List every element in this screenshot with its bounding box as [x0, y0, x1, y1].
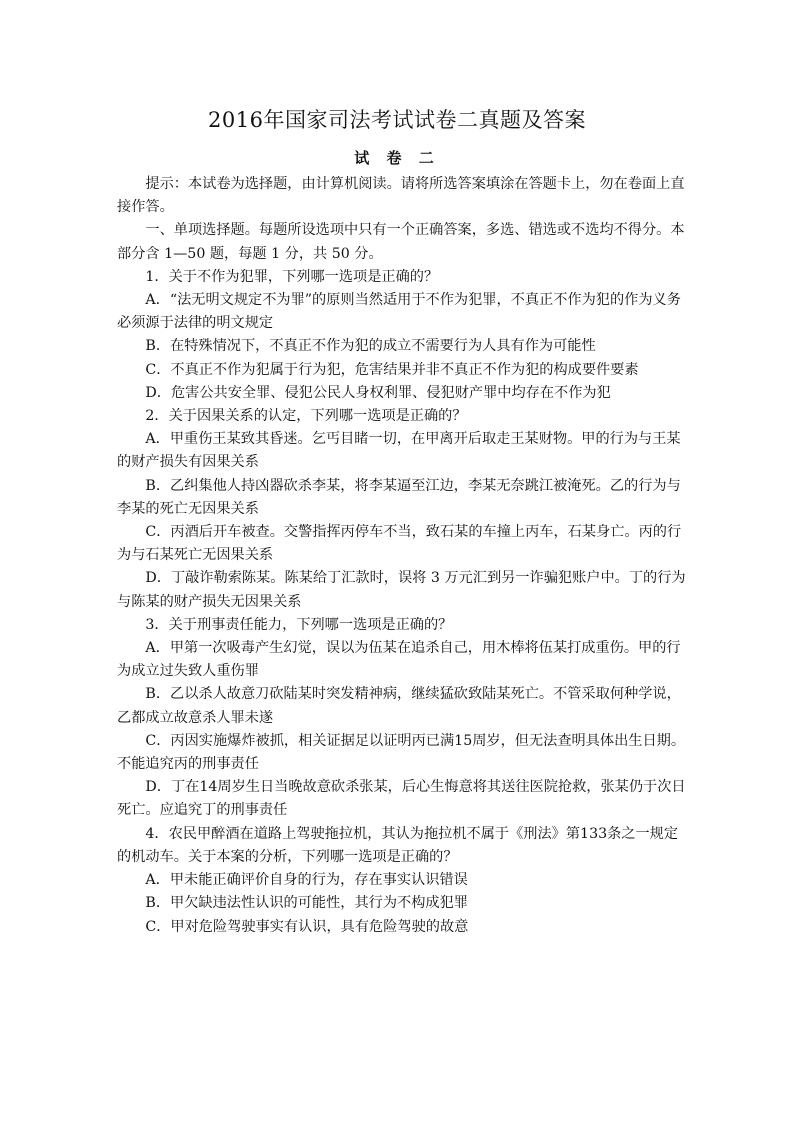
paragraph: 提示：本试卷为选择题，由计算机阅读。请将所选答案填涂在答题卡上，勿在卷面上直接作答。 [117, 176, 685, 216]
paragraph: C．丙酒后开车被查。交警指挥丙停车不当，致石某的车撞上丙车，石某身亡。丙的行为与石某死亡无因果关系 [117, 524, 682, 564]
paragraph: C．甲对危险驾驶事实有认识，具有危险驾驶的故意 [145, 918, 469, 935]
document-body [117, 173, 687, 939]
paragraph: 2．关于因果关系的认定，下列哪一选项是正确的？ [145, 408, 467, 425]
paragraph: A．甲重伤王某致其昏迷。乞丐目睹一切，在甲离开后取走王某财物。甲的行为与王某的财产损失有因果关系 [117, 431, 681, 471]
paragraph: 一、单项选择题。每题所设选项中只有一个正确答案，多选、错选或不选均不得分。本部分含 1—50 题，每题 1 分，共 50 分。 [117, 222, 685, 262]
paragraph: B．在特殊情况下，不真正不作为犯的成立不需要行为人具有作为可能性 [145, 338, 596, 355]
paragraph: 3．关于刑事责任能力，下列哪一选项是正确的？ [145, 616, 453, 633]
paragraph: D．丁在14周岁生日当晚故意砍杀张某，后心生悔意将其送往医院抢救，张某仍于次日死亡。应追究丁的刑事责任 [117, 779, 686, 819]
document-title: 2016年国家司法考试试卷二真题及答案 [208, 108, 586, 132]
paragraph: B．甲欠缺违法性认识的可能性，其行为不构成犯罪 [145, 895, 468, 912]
paragraph: C．不真正不作为犯属于行为犯，危害结果并非不真正不作为犯的构成要件要素 [145, 361, 639, 378]
paragraph: B．乙纠集他人持凶器砍杀李某，将李某逼至江边，李某无奈跳江被淹死。乙的行为与李某的死亡无因果关系 [117, 477, 681, 517]
paragraph: 1．关于不作为犯罪，下列哪一选项是正确的？ [145, 268, 439, 285]
paragraph: A．甲未能正确评价自身的行为，存在事实认识错误 [145, 872, 468, 889]
paragraph: D．危害公共安全罪、侵犯公民人身权利罪、侵犯财产罪中均存在不作为犯 [145, 384, 611, 401]
paragraph: B．乙以杀人故意刀砍陆某时突发精神病，继续猛砍致陆某死亡。不管采取何种学说，乙都成立故意杀人罪未遂 [117, 686, 681, 726]
paragraph: D．丁敲诈勒索陈某。陈某给丁汇款时，误将 3 万元汇到另一诈骗犯账户中。丁的行为与陈某的财产损失无因果关系 [117, 570, 686, 610]
document-subtitle: 试 卷 二 [354, 149, 440, 167]
paragraph: 4．农民甲醉酒在道路上驾驶拖拉机，其认为拖拉机不属于《刑法》第133条之一规定的机动车。关于本案的分析，下列哪一选项是正确的？ [117, 825, 679, 865]
paragraph: A．“法无明文规定不为罪”的原则当然适用于不作为犯罪，不真正不作为犯的作为义务必须源于法律的明文规定 [117, 292, 681, 332]
paragraph: C．丙因实施爆炸被抓，相关证据足以证明丙已满15周岁，但无法查明具体出生日期。不能追究丙的刑事责任 [117, 732, 686, 773]
paragraph: A．甲第一次吸毒产生幻觉，误以为伍某在追杀自己，用木棒将伍某打成重伤。甲的行为成立过失致人重伤罪 [117, 640, 681, 680]
